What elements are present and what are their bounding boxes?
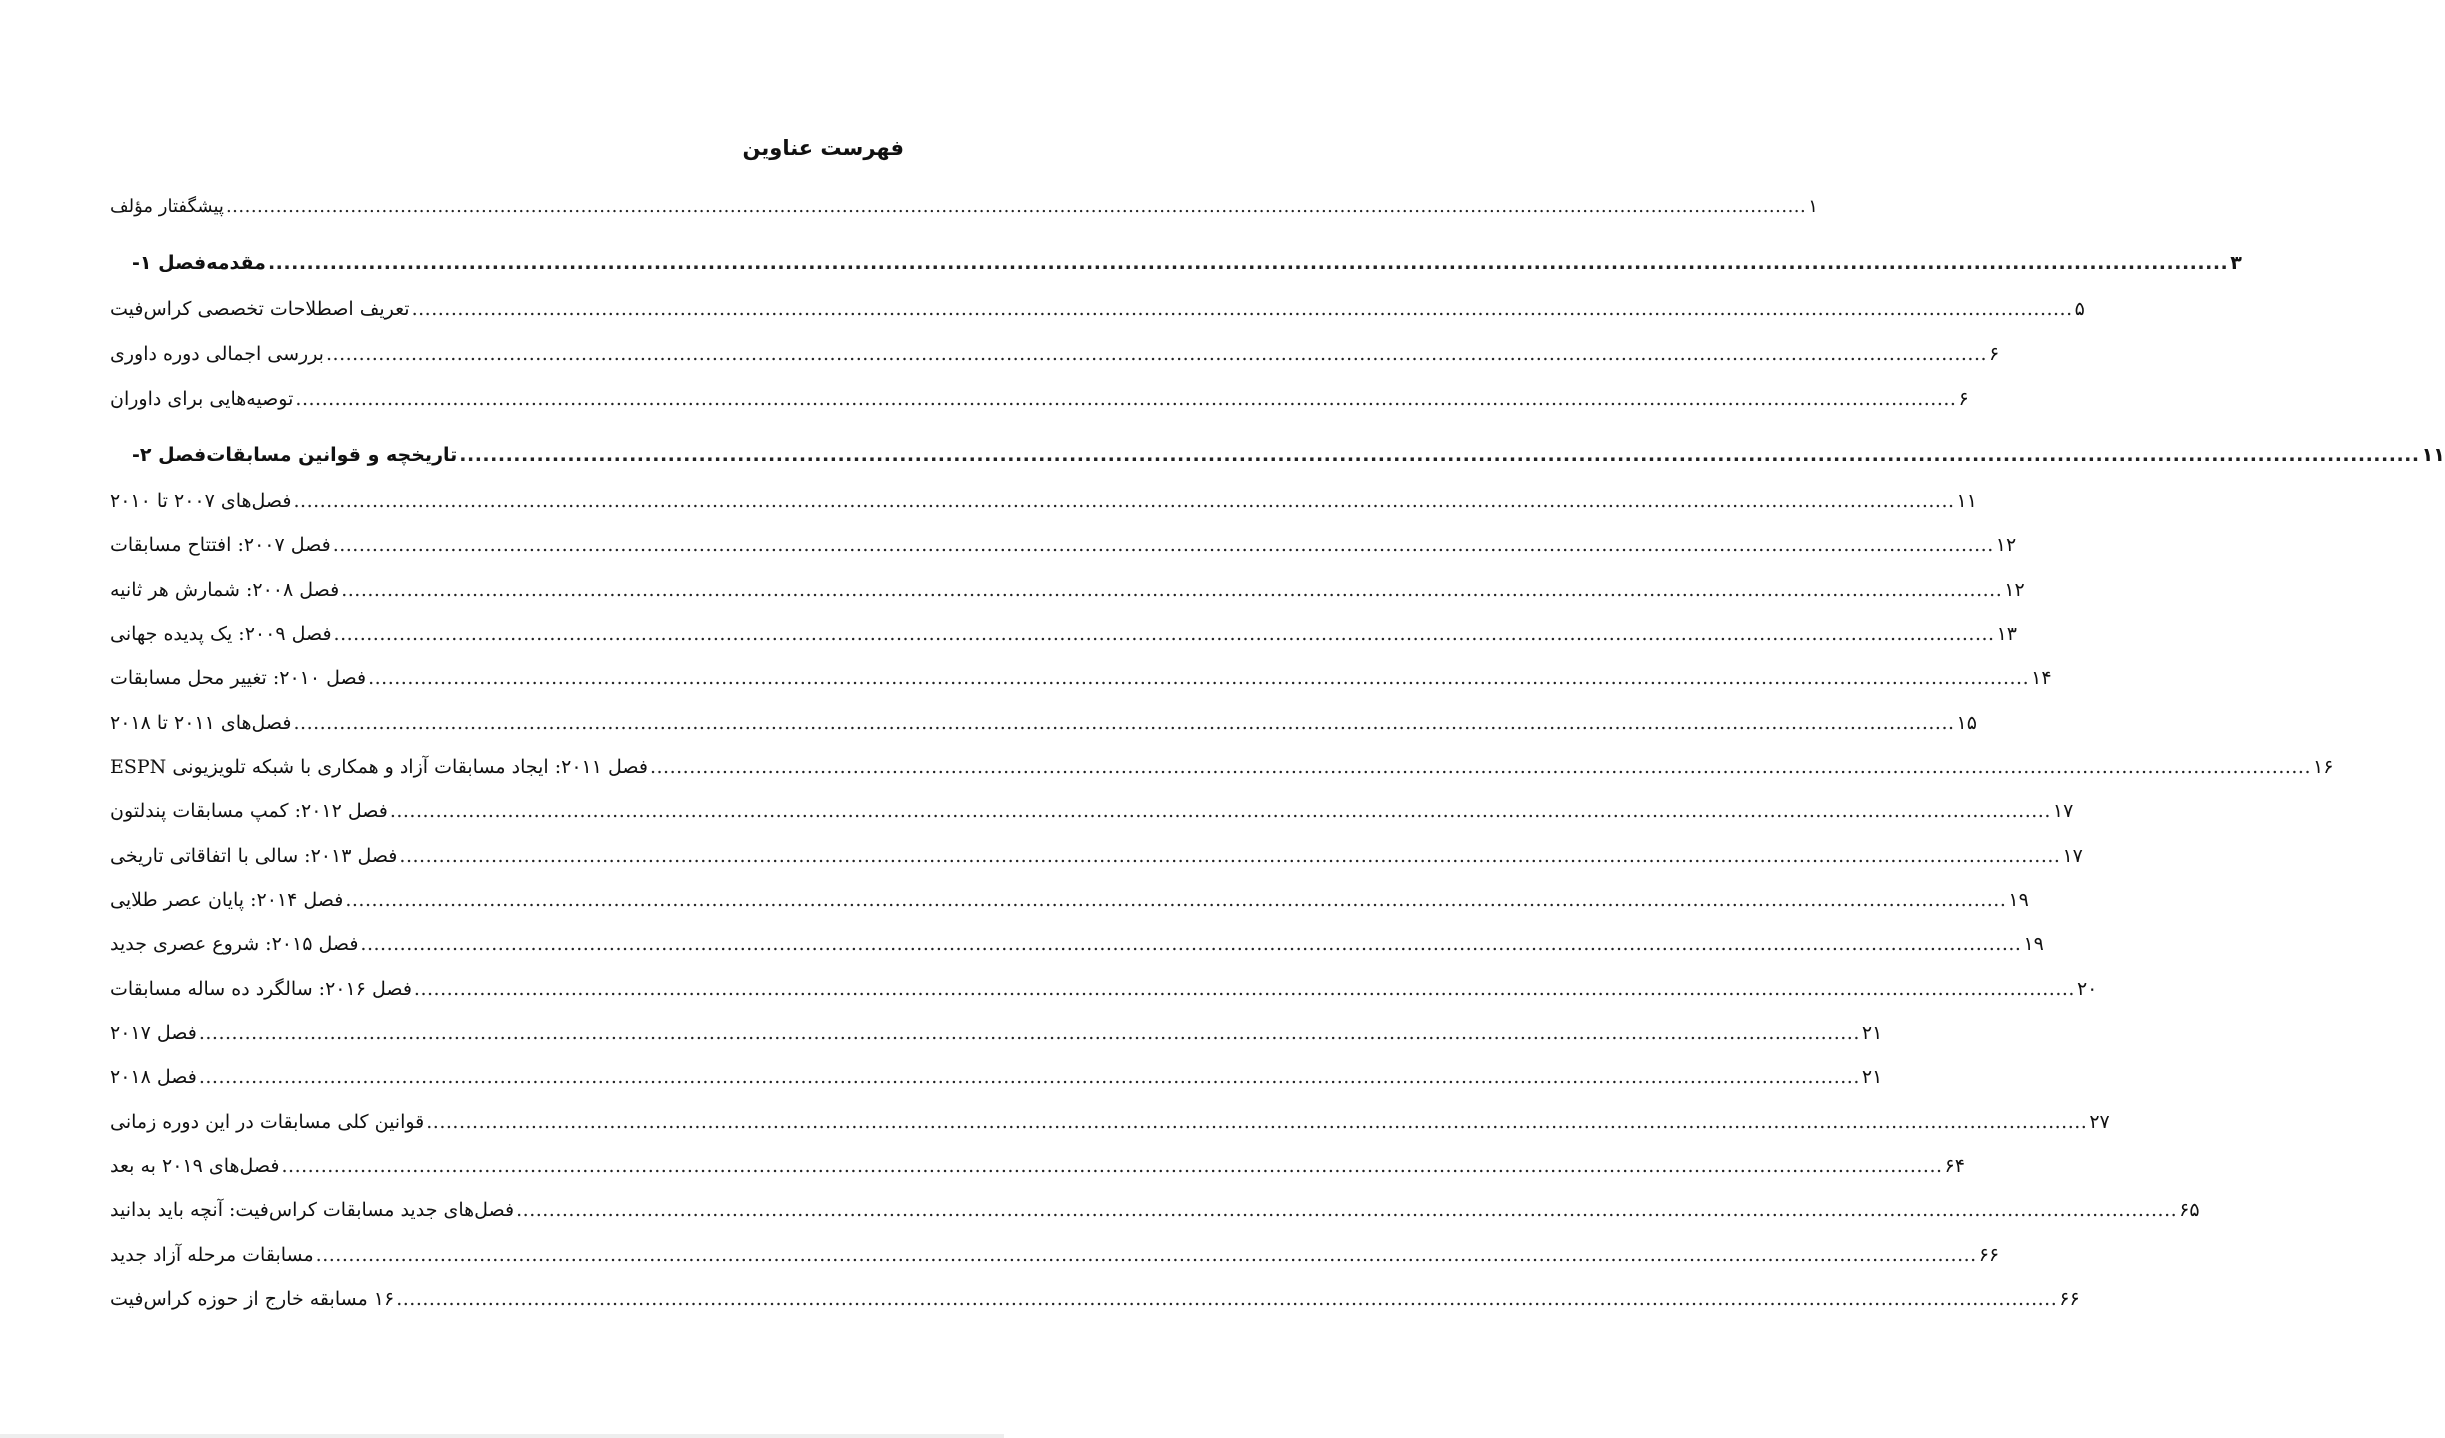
dot-leader: .............................................................................................................................................................................................................................................................. <box>267 252 2229 274</box>
toc-entry-preface[interactable] <box>110 190 1818 224</box>
dot-leader: .............................................................................................................................................................................................................................................................. <box>399 845 2061 867</box>
toc-entry-title: بررسی اجمالی دوره داوری <box>110 343 324 365</box>
toc-entry-title: فصل ۲۰۱۸ <box>110 1066 197 1088</box>
toc-page-number: ۲۱ <box>1861 1066 1883 1088</box>
toc-entry[interactable] <box>110 382 1969 416</box>
toc-page-number: ۱۲ <box>2004 579 2025 601</box>
toc-entry[interactable] <box>110 706 1977 740</box>
toc-entry-title: فصل ۲۰۱۶: سالگرد ده ساله مسابقات <box>110 978 412 1000</box>
toc-page-number: ۱۷ <box>2062 845 2083 867</box>
toc-page-number: ۱۹ <box>2023 933 2044 955</box>
toc-entry[interactable] <box>110 1060 1883 1094</box>
toc-entry[interactable] <box>110 1149 1965 1183</box>
toc-entry-title: مسابقات مرحله آزاد جدید <box>110 1244 314 1266</box>
toc-page-number: ۱ <box>1808 196 1818 217</box>
page-bottom-edge <box>0 1434 1004 1438</box>
toc-entry-title: فصل ۲۰۰۸: شمارش هر ثانیه <box>110 579 340 601</box>
dot-leader: .............................................................................................................................................................................................................................................................. <box>332 534 1994 556</box>
toc-entry[interactable] <box>110 528 2017 562</box>
dot-leader: .............................................................................................................................................................................................................................................................. <box>411 298 2073 320</box>
toc-page-number: ۱۲ <box>1995 534 2017 556</box>
dot-leader: .............................................................................................................................................................................................................................................................. <box>198 1066 1860 1088</box>
toc-entry[interactable] <box>110 794 2074 828</box>
toc-page-number: ۶ <box>1958 388 1969 410</box>
toc-entry[interactable] <box>110 617 2018 651</box>
toc-entry[interactable] <box>110 1282 2080 1316</box>
toc-page-number: ۱۶ <box>2313 756 2334 778</box>
toc-page-number: ۱۹ <box>2008 889 2029 911</box>
dot-leader: .............................................................................................................................................................................................................................................................. <box>315 1244 1977 1266</box>
toc-entry-title: فصل ۲۰۱۴: پایان عصر طلایی <box>110 889 344 911</box>
toc-chapter-1[interactable] <box>110 246 2242 280</box>
toc-page-number: ۱۱ <box>1956 490 1977 512</box>
dot-leader: .............................................................................................................................................................................................................................................................. <box>360 933 2022 955</box>
toc-entry-title: فصل ۲۰۰۹: یک پدیده جهانی <box>110 623 332 645</box>
toc-page-number: ۶۴ <box>1944 1155 1965 1177</box>
toc-entry-title: فصل‌های جدید مسابقات کراس‌فیت: آنچه باید بدانید <box>110 1199 515 1221</box>
toc-entry[interactable] <box>110 292 2085 326</box>
toc-entry[interactable] <box>110 927 2044 961</box>
dot-leader: .............................................................................................................................................................................................................................................................. <box>325 343 1988 365</box>
toc-entry[interactable] <box>110 1238 2000 1272</box>
toc-entry-title: فصل ۲۰۰۷: افتتاح مسابقات <box>110 534 331 556</box>
dot-leader: .............................................................................................................................................................................................................................................................. <box>333 623 1995 645</box>
toc-entry-title: پیشگفتار مؤلف <box>110 196 224 217</box>
toc-entry[interactable] <box>110 972 2098 1006</box>
dot-leader: .............................................................................................................................................................................................................................................................. <box>413 978 2075 1000</box>
toc-entry[interactable] <box>110 1105 2110 1139</box>
toc-page-number: ۶ <box>1989 343 2000 365</box>
toc-entry-title: فصل ۲۰۱۵: شروع عصری جدید <box>110 933 359 955</box>
toc-page-number: ۱۱ <box>2421 444 2445 466</box>
toc-entry-title: فصل ۲۰۱۷ <box>110 1022 197 1044</box>
dot-leader: .............................................................................................................................................................................................................................................................. <box>649 756 2312 778</box>
toc-entry-title: قوانین کلی مسابقات در این دوره زمانی <box>110 1111 425 1133</box>
dot-leader: .............................................................................................................................................................................................................................................................. <box>516 1199 2178 1221</box>
toc-entry-title: ۱۶ مسابقه خارج از حوزه کراس‌فیت <box>110 1288 395 1310</box>
toc-entry-title: فصل ۲۰۱۲: کمپ مسابقات پندلتون <box>110 800 388 822</box>
dot-leader: .............................................................................................................................................................................................................................................................. <box>341 579 2003 601</box>
toc-entry[interactable] <box>110 573 2025 607</box>
toc-page-number: ۵ <box>2074 298 2085 320</box>
toc-entry[interactable] <box>110 883 2029 917</box>
chapter-label: فصل ۱- <box>132 252 207 274</box>
chapter-title: مقدمه <box>206 252 266 274</box>
toc-entry-title: توصیه‌هایی برای داوران <box>110 388 294 410</box>
dot-leader: .............................................................................................................................................................................................................................................................. <box>295 388 1957 410</box>
toc-page-number: ۶۵ <box>2179 1199 2200 1221</box>
toc-entry-title: فصل‌های ۲۰۱۱ تا ۲۰۱۸ <box>110 712 292 734</box>
toc-entry[interactable] <box>110 484 1977 518</box>
toc-heading: فهرست عناوین <box>742 136 904 160</box>
toc-entry-title: فصل ۲۰۱۱: ایجاد مسابقات آزاد و همکاری با شبکه تلویزیونی ESPN <box>110 756 648 778</box>
toc-page-number: ۶۶ <box>2059 1288 2080 1310</box>
dot-leader: .............................................................................................................................................................................................................................................................. <box>389 800 2051 822</box>
toc-entry-title: تعریف اصطلاحات تخصصی کراس‌فیت <box>110 298 410 320</box>
toc-entry-title: فصل‌های ۲۰۰۷ تا ۲۰۱۰ <box>110 490 292 512</box>
toc-entry[interactable] <box>110 337 2000 371</box>
dot-leader: .............................................................................................................................................................................................................................................................. <box>281 1155 1943 1177</box>
dot-leader: .............................................................................................................................................................................................................................................................. <box>198 1022 1860 1044</box>
toc-entry-title: فصل ۲۰۱۳: سالی با اتفاقاتی تاریخی <box>110 845 398 867</box>
toc-page-number: ۱۷ <box>2052 800 2074 822</box>
toc-chapter-2[interactable] <box>110 438 2445 472</box>
dot-leader: .............................................................................................................................................................................................................................................................. <box>368 667 2030 689</box>
toc-page-number: ۱۳ <box>1996 623 2018 645</box>
toc-entry[interactable] <box>110 1193 2200 1227</box>
chapter-title: تاریخچه و قوانین مسابقات <box>206 444 458 466</box>
toc-entry[interactable] <box>110 750 2334 784</box>
dot-leader: .............................................................................................................................................................................................................................................................. <box>459 444 2420 466</box>
toc-entry-title: فصل‌های ۲۰۱۹ به بعد <box>110 1155 280 1177</box>
dot-leader: .............................................................................................................................................................................................................................................................. <box>426 1111 2088 1133</box>
toc-entry[interactable] <box>110 1016 1883 1050</box>
dot-leader: .............................................................................................................................................................................................................................................................. <box>225 196 1807 217</box>
dot-leader: .............................................................................................................................................................................................................................................................. <box>293 490 1955 512</box>
dot-leader: .............................................................................................................................................................................................................................................................. <box>396 1288 2058 1310</box>
toc-page-number: ۲۷ <box>2089 1111 2110 1133</box>
toc-entry[interactable] <box>110 839 2083 873</box>
toc-page-number: ۳ <box>2230 252 2242 274</box>
toc-entry-title: فصل ۲۰۱۰: تغییر محل مسابقات <box>110 667 367 689</box>
toc-entry[interactable] <box>110 661 2052 695</box>
dot-leader: .............................................................................................................................................................................................................................................................. <box>345 889 2007 911</box>
toc-page-number: ۲۰ <box>2076 978 2098 1000</box>
toc-page-number: ۲۱ <box>1861 1022 1883 1044</box>
dot-leader: .............................................................................................................................................................................................................................................................. <box>293 712 1955 734</box>
toc-page-number: ۱۵ <box>1956 712 1977 734</box>
chapter-label: فصل ۲- <box>132 444 207 466</box>
toc-page-number: ۱۴ <box>2031 667 2052 689</box>
toc-page-number: ۶۶ <box>1978 1244 2000 1266</box>
